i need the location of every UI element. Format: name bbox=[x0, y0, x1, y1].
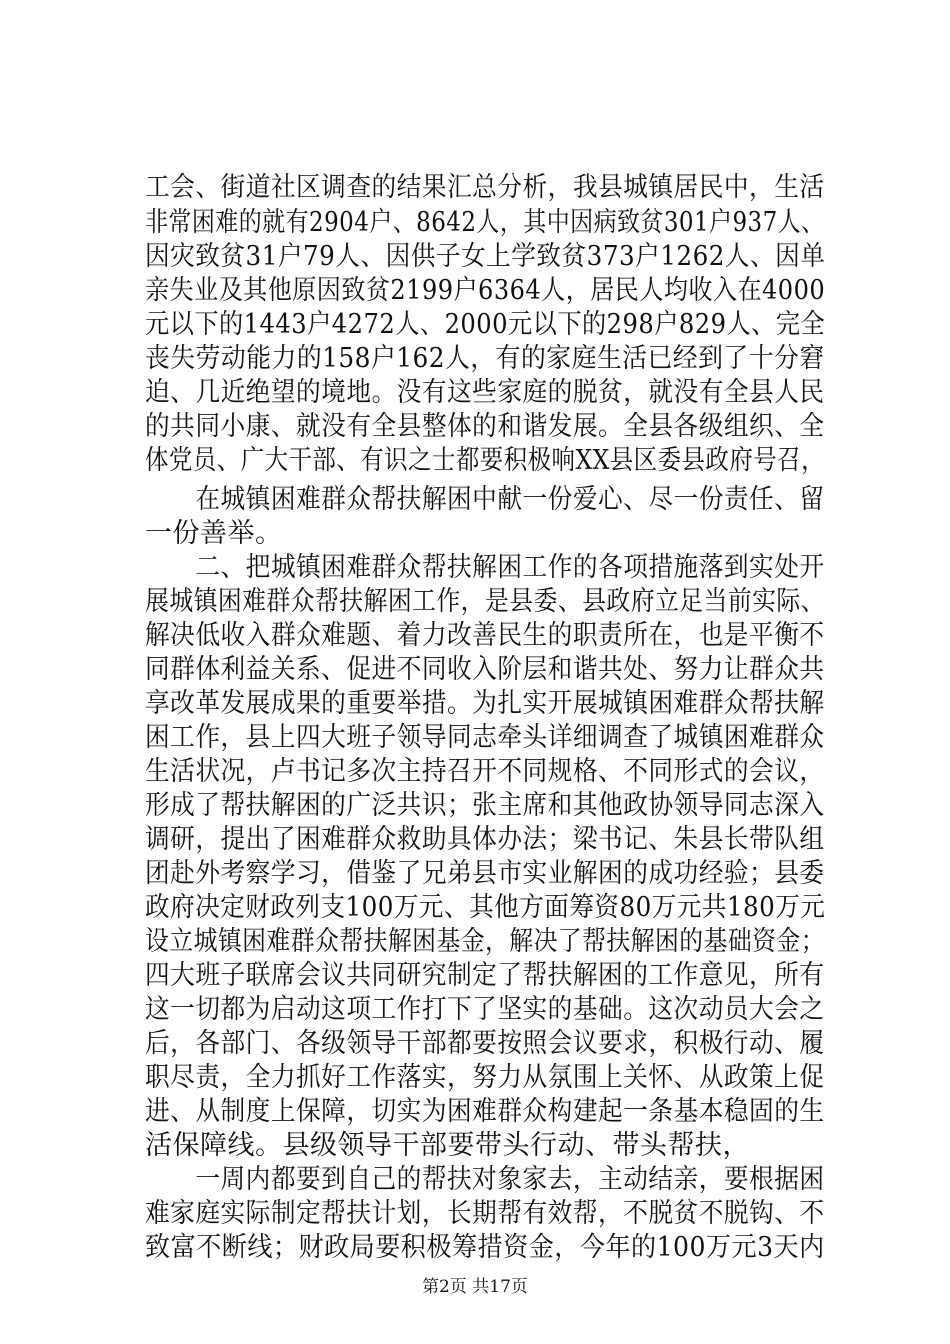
text-line: 工会、街道社区调查的结果汇总分析，我县城镇居民中，生活 bbox=[145, 172, 825, 203]
text-line: 丧失劳动能力的158户162人，有的家庭生活已经到了十分窘 bbox=[145, 343, 825, 374]
text-line: 调研，提出了困难群众救助具体办法；梁书记、朱县长带队组 bbox=[145, 824, 825, 855]
text-line: 解决低收入群众难题、着力改善民生的职责所在，也是平衡不 bbox=[145, 620, 825, 651]
text-line: 政府决定财政列支100万元、其他方面筹资80万元共180万元 bbox=[145, 892, 826, 923]
text-line: 非常困难的就有2904户、8642人，其中因病致贫301户937人、 bbox=[145, 207, 825, 238]
text-line: 设立城镇困难群众帮扶解困基金，解决了帮扶解困的基础资金； bbox=[145, 926, 825, 957]
text-line: 亲失业及其他原因致贫2199户6364人，居民人均收入在4000 bbox=[145, 275, 826, 306]
text-line: 活保障线。县级领导干部要带头行动、带头帮扶， bbox=[145, 1130, 750, 1161]
text-line: 二、把城镇困难群众帮扶解困工作的各项措施落到实处开 bbox=[145, 552, 825, 583]
text-line: 同群体利益关系、促进不同收入阶层和谐共处、努力让群众共 bbox=[145, 654, 825, 685]
text-line: 因灾致贫31户79人、因供子女上学致贫373户1262人、因单 bbox=[145, 241, 826, 272]
text-line: 进、从制度上保障，切实为困难群众构建起一条基本稳固的生 bbox=[145, 1096, 825, 1127]
text-line: 生活状况，卢书记多次主持召开不同规格、不同形式的会议， bbox=[145, 756, 825, 787]
text-line: 致富不断线；财政局要积极筹措资金，今年的100万元3天内 bbox=[145, 1232, 825, 1263]
text-line: 在城镇困难群众帮扶解困中献一份爱心、尽一份责任、留 bbox=[145, 484, 825, 515]
text-line: 形成了帮扶解困的广泛共识；张主席和其他政协领导同志深入 bbox=[145, 790, 825, 821]
text-line: 一周内都要到自己的帮扶对象家去，主动结亲，要根据困 bbox=[145, 1164, 825, 1195]
text-line: 迫、几近绝望的境地。没有这些家庭的脱贫，就没有全县人民 bbox=[145, 377, 825, 408]
text-line: 难家庭实际制定帮扶计划，长期帮有效帮，不脱贫不脱钩、不 bbox=[145, 1198, 825, 1229]
text-line: 元以下的1443户4272人、2000元以下的298户829人、完全 bbox=[145, 309, 826, 340]
text-line: 享改革发展成果的重要举措。为扎实开展城镇困难群众帮扶解 bbox=[145, 688, 825, 719]
text-line: 这一切都为启动这项工作打下了坚实的基础。这次动员大会之 bbox=[145, 994, 825, 1025]
text-line: 四大班子联席会议共同研究制定了帮扶解困的工作意见，所有 bbox=[145, 960, 825, 991]
page-number: 第2页 共17页 bbox=[422, 1277, 528, 1297]
text-line: 体党员、广大干部、有识之士都要积极响XX县区委县政府号召， bbox=[145, 445, 825, 476]
text-line: 职尽责，全力抓好工作落实，努力从氛围上关怀、从政策上促 bbox=[145, 1062, 825, 1093]
page-footer bbox=[0, 1276, 950, 1298]
text-line: 的共同小康、就没有全县整体的和谐发展。全县各级组织、全 bbox=[145, 411, 825, 442]
text-line: 后，各部门、各级领导干部都要按照会议要求，积极行动、履 bbox=[145, 1028, 825, 1059]
text-line: 团赴外考察学习，借鉴了兄弟县市实业解困的成功经验；县委 bbox=[145, 858, 825, 889]
text-line: 一份善举。 bbox=[145, 518, 283, 549]
text-line: 展城镇困难群众帮扶解困工作，是县委、县政府立足当前实际、 bbox=[145, 586, 825, 617]
text-line: 困工作，县上四大班子领导同志牵头详细调查了城镇困难群众 bbox=[145, 722, 825, 753]
